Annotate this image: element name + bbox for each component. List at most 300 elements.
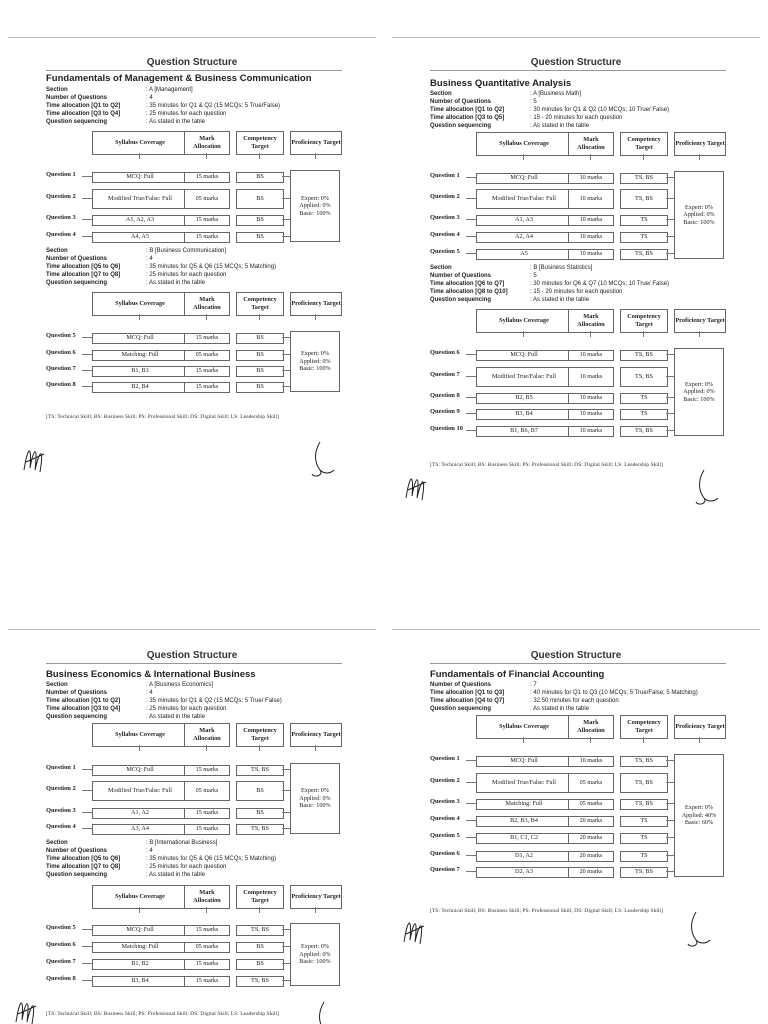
header-syllabus: Syllabus Coverage [92,131,188,155]
meta-value: : 25 minutes for each question [146,272,227,279]
question-label: Question 5 [430,248,460,255]
connector [666,219,674,220]
connector [282,980,290,981]
meta-row [46,863,276,871]
connector [259,907,260,913]
meta-row [46,110,280,118]
meta-value: : As stated in the table [530,123,590,130]
meta-row [430,705,698,713]
header-proficiency: Proficiency Target [290,131,342,155]
header-mark: Mark Allocation [568,132,614,156]
meta-row [430,288,669,296]
meta-row [46,681,282,689]
competency-cell: TS, BS [620,367,668,387]
mark-cell: 15 marks [184,959,230,970]
proficiency-cell: Expert: 0% Applied: 0% Basic: 100% [674,348,724,436]
question-label: Question 4 [46,823,76,830]
header-proficiency: Proficiency Target [674,715,726,739]
syllabus-cell: A3, A4 [92,824,188,835]
signature-mark [402,912,430,952]
competency-cell: BS [236,189,284,209]
header-proficiency: Proficiency Target [290,292,342,316]
proficiency-cell: Expert: 0% Applied: 40% Basic: 60% [674,754,724,877]
meta-row [430,689,698,697]
connector [466,820,476,821]
competency-cell: BS [236,959,284,970]
connector [82,929,92,930]
meta-row [46,713,282,721]
connector [282,236,290,237]
question-label: Question 2 [430,777,460,784]
meta-label: Number of Questions [430,273,492,280]
connector [82,828,92,829]
question-label: Question 9 [430,408,460,415]
page-title: Question Structure [530,650,622,661]
proficiency-cell: Expert: 0% Applied: 0% Basic: 100% [290,763,340,834]
mark-cell: 20 marks [568,816,614,827]
question-label: Question 3 [46,807,76,814]
mark-cell: 10 marks [568,215,614,226]
signature-mark [314,1000,342,1024]
connector [282,337,290,338]
meta-value: : As stated in the table [146,119,206,126]
mark-cell: 05 marks [568,773,614,793]
mark-cell: 20 marks [568,851,614,862]
competency-cell: TS, BS [620,426,668,437]
meta-value: : A [Business Math] [530,91,582,97]
section-meta [430,90,669,130]
question-label: Question 4 [430,231,460,238]
meta-value: : 4 [146,690,153,697]
header-mark: Mark Allocation [184,292,230,316]
syllabus-cell: A4, A5 [92,232,188,243]
legend-note: [TS: Technical Skill; BS: Business Skill; PS: Professional Skill; DS: Digital Skill; LS: Leadership Skill] [46,1011,279,1017]
meta-value: : As stated in the table [146,872,206,879]
question-label: Question 10 [430,425,464,432]
section-meta [46,681,282,721]
meta-label: Number of Questions [46,256,108,263]
connector [82,198,92,199]
meta-row [430,681,698,689]
connector [315,314,316,320]
meta-label: Number of Questions [46,690,108,697]
mark-cell: 05 marks [184,350,230,361]
meta-label: Section [430,91,452,97]
header-proficiency: Proficiency Target [674,309,726,333]
competency-cell: TS, BS [620,756,668,767]
syllabus-cell: B3, B4 [476,409,572,420]
connector [282,386,290,387]
meta-value: : As stated in the table [146,280,206,287]
top-rule [8,629,376,630]
meta-row [46,855,276,863]
connector [315,153,316,159]
competency-cell: BS [236,781,284,801]
connector [666,820,674,821]
syllabus-cell: B1, B3 [92,366,188,377]
meta-row [430,98,669,106]
connector [82,370,92,371]
meta-value: : 4 [146,848,153,855]
syllabus-cell: MCQ: Full [92,925,188,936]
meta-label: Question sequencing [46,714,108,721]
meta-row [46,86,280,94]
syllabus-cell: MCQ: Full [476,350,572,361]
competency-cell: TS, BS [620,773,668,793]
competency-cell: TS, BS [620,173,668,184]
question-label: Question 8 [46,975,76,982]
page-3 [0,512,384,1024]
meta-value: : B [Business Statistics] [530,265,593,271]
meta-value: : 35 minutes for Q5 & Q6 (15 MCQs; 5 Matching) [146,264,277,271]
section-meta [46,247,276,287]
page-4 [384,512,768,1024]
proficiency-cell: Expert: 0% Applied: 0% Basic: 100% [674,171,724,259]
connector [315,745,316,751]
connector [206,907,207,913]
meta-value: : 30 minutes for Q1 & Q2 (10 MCQs; 10 True/ False) [530,107,670,114]
connector [666,837,674,838]
meta-row [46,271,276,279]
question-label: Question 7 [46,365,76,372]
competency-cell: TS, BS [236,925,284,936]
competency-cell: TS, BS [236,976,284,987]
connector [666,397,674,398]
mark-cell: 10 marks [568,393,614,404]
connector [466,760,476,761]
title-rule [46,70,342,71]
competency-cell: BS [236,215,284,226]
header-competency: Competency Target [236,131,284,155]
connector [259,153,260,159]
connector [82,219,92,220]
competency-cell: TS [620,215,668,226]
meta-label: Time allocation [Q7 to Q8] [46,272,121,279]
meta-label: Time allocation [Q1 to Q2] [46,698,121,705]
meta-label: Time allocation [Q3 to Q5] [430,115,505,122]
page-2 [384,0,768,512]
meta-value: : 5 [530,273,537,280]
meta-value: : As stated in the table [530,706,590,713]
competency-cell: TS [620,833,668,844]
top-rule [392,37,760,38]
proficiency-cell: Expert: 0% Applied: 0% Basic: 100% [290,331,340,392]
connector [466,253,476,254]
connector [466,855,476,856]
header-syllabus: Syllabus Coverage [476,715,572,739]
connector [666,236,674,237]
meta-value: : 35 minutes for Q1 & Q2 (15 MCQs; 5 True/ False) [146,698,282,705]
mark-cell: 15 marks [184,215,230,226]
meta-value: : As stated in the table [530,297,590,304]
meta-row [430,697,698,705]
mark-cell: 10 marks [568,367,614,387]
question-label: Question 8 [46,381,76,388]
connector [82,946,92,947]
connector [666,413,674,414]
header-mark: Mark Allocation [184,885,230,909]
connector [82,790,92,791]
connector [82,236,92,237]
mark-cell: 15 marks [184,172,230,183]
connector [466,219,476,220]
meta-label: Time allocation [Q8 to Q10] [430,289,508,296]
meta-label: Time allocation [Q1 to Q2] [430,107,505,114]
mark-cell: 10 marks [568,232,614,243]
meta-row [46,689,282,697]
question-label: Question 1 [46,171,76,178]
connector [466,803,476,804]
competency-cell: TS [620,393,668,404]
syllabus-cell: MCQ: Full [92,333,188,344]
question-label: Question 3 [430,214,460,221]
connector [259,745,260,751]
meta-label: Section [46,87,68,93]
meta-label: Time allocation [Q5 to Q6] [46,264,121,271]
title-rule [46,663,342,664]
connector [699,154,700,160]
signature-mark [310,440,338,480]
meta-label: Question sequencing [46,280,108,287]
syllabus-cell: Matching: Full [476,799,572,810]
meta-value: : As stated in the table [146,714,206,721]
meta-label: Time allocation [Q6 to Q7] [430,281,505,288]
header-syllabus: Syllabus Coverage [92,885,188,909]
meta-label: Section [46,840,68,846]
competency-cell: BS [236,366,284,377]
connector [282,828,290,829]
syllabus-cell: Matching: Full [92,350,188,361]
connector [139,745,140,751]
legend-note: [TS: Technical Skill; BS: Business Skill; PS: Professional Skill; DS: Digital Skill; LS: Leadership Skill] [430,462,663,468]
course-title: Fundamentals of Financial Accounting [430,669,605,680]
header-syllabus: Syllabus Coverage [476,132,572,156]
top-rule [8,37,376,38]
connector [82,337,92,338]
connector [282,946,290,947]
question-label: Question 2 [46,193,76,200]
connector [282,769,290,770]
signature-mark [404,468,432,508]
connector [666,376,674,377]
meta-value: : A [Business Economics] [146,682,214,688]
meta-label: Question sequencing [430,706,492,713]
question-label: Question 3 [430,798,460,805]
meta-label: Question sequencing [46,119,108,126]
header-proficiency: Proficiency Target [674,132,726,156]
proficiency-cell: Expert: 0% Applied: 0% Basic: 100% [290,170,340,242]
mark-cell: 10 marks [568,173,614,184]
meta-row [430,90,669,98]
page-title: Question Structure [530,57,622,68]
page-title: Question Structure [146,650,238,661]
question-label: Question 1 [430,172,460,179]
header-competency: Competency Target [236,885,284,909]
connector [666,760,674,761]
header-proficiency: Proficiency Target [290,723,342,747]
syllabus-cell: A1, A3 [476,215,572,226]
mark-cell: 15 marks [184,808,230,819]
meta-value: : A [Management] [146,87,193,93]
connector [643,737,644,743]
connector [666,782,674,783]
connector [466,782,476,783]
question-label: Question 2 [430,193,460,200]
connector [666,430,674,431]
connector [666,177,674,178]
meta-value: : 32.50 minutes for each question [530,698,619,705]
syllabus-cell: Modified True/False: Full [476,773,572,793]
connector [82,812,92,813]
question-label: Question 8 [430,392,460,399]
connector [282,929,290,930]
syllabus-cell: B1, B6, B7 [476,426,572,437]
section-meta [430,681,698,713]
competency-cell: TS, BS [620,189,668,209]
competency-cell: BS [236,350,284,361]
meta-value: : 4 [146,95,153,102]
header-competency: Competency Target [236,292,284,316]
meta-row [46,871,276,879]
question-label: Question 5 [46,332,76,339]
mark-cell: 20 marks [568,833,614,844]
syllabus-cell: B1, C1, C2 [476,833,572,844]
connector [466,236,476,237]
question-label: Question 3 [46,214,76,221]
mark-cell: 05 marks [184,189,230,209]
syllabus-cell: B2, B5 [476,393,572,404]
connector [666,803,674,804]
connector [82,354,92,355]
course-title: Business Quantitative Analysis [430,78,572,89]
connector [139,153,140,159]
connector [466,430,476,431]
connector [315,907,316,913]
connector [643,154,644,160]
connector [82,176,92,177]
header-competency: Competency Target [620,309,668,333]
title-rule [430,663,726,664]
mark-cell: 15 marks [184,925,230,936]
connector [259,314,260,320]
question-label: Question 6 [430,349,460,356]
connector [699,331,700,337]
syllabus-cell: Modified True/False: Full [476,367,572,387]
connector [466,871,476,872]
meta-row [430,280,669,288]
connector [590,154,591,160]
course-title: Fundamentals of Management & Business Communication [46,73,312,84]
meta-value: : B [Business Communication] [146,248,227,254]
connector [282,812,290,813]
header-proficiency: Proficiency Target [290,885,342,909]
section-meta [46,839,276,879]
connector [666,871,674,872]
meta-value: : 15 - 20 minutes for each question [530,115,623,122]
signature-mark [694,468,722,508]
page-1 [0,0,384,512]
section-meta [430,264,669,304]
connector [282,790,290,791]
connector [666,253,674,254]
connector [282,963,290,964]
competency-cell: BS [236,382,284,393]
header-competency: Competency Target [620,132,668,156]
competency-cell: BS [236,172,284,183]
connector [139,907,140,913]
mark-cell: 20 marks [568,867,614,878]
meta-value: : 5 [530,99,537,106]
connector [82,980,92,981]
connector [466,376,476,377]
syllabus-cell: D2, A3 [476,867,572,878]
meta-row [46,839,276,847]
connector [282,176,290,177]
meta-label: Time allocation [Q3 to Q4] [46,111,121,118]
question-label: Question 1 [430,755,460,762]
syllabus-cell: B2, B4 [92,382,188,393]
meta-value: : B [International Business] [146,840,218,846]
mark-cell: 10 marks [568,756,614,767]
meta-row [430,272,669,280]
syllabus-cell: MCQ: Full [476,173,572,184]
meta-row [46,118,280,126]
question-label: Question 1 [46,764,76,771]
meta-row [46,705,282,713]
meta-value: : 4 [146,256,153,263]
header-mark: Mark Allocation [184,723,230,747]
proficiency-cell: Expert: 0% Applied: 0% Basic: 100% [290,923,340,986]
meta-value: : 35 minutes for Q5 & Q6 (15 MCQs; 5 Matching) [146,856,277,863]
connector [590,331,591,337]
meta-label: Question sequencing [430,297,492,304]
competency-cell: BS [236,808,284,819]
meta-row [430,296,669,304]
connector [590,737,591,743]
connector [82,769,92,770]
connector [282,219,290,220]
legend-note: [TS: Technical Skill; BS: Business Skill; PS: Professional Skill; DS: Digital Skill; LS: Leadership Skill] [46,414,279,420]
meta-row [430,264,669,272]
meta-value: : 40 minutes for Q1 to Q3 (10 MCQs; 5 True/False; 5 Matching) [530,690,698,697]
syllabus-cell: A2, A4 [476,232,572,243]
connector [699,737,700,743]
connector [523,737,524,743]
meta-label: Number of Questions [46,95,108,102]
meta-value: : 30 minutes for Q6 & Q7 (10 MCQs; 10 True/ False) [530,281,670,288]
syllabus-cell: MCQ: Full [476,756,572,767]
meta-row [46,847,276,855]
connector [82,963,92,964]
connector [466,397,476,398]
title-rule [430,70,726,71]
competency-cell: TS, BS [620,867,668,878]
meta-label: Question sequencing [430,123,492,130]
mark-cell: 10 marks [568,249,614,260]
connector [282,370,290,371]
connector [666,354,674,355]
meta-value: : 25 minutes for each question [146,864,227,871]
connector [466,413,476,414]
mark-cell: 15 marks [184,382,230,393]
mark-cell: 05 marks [184,942,230,953]
connector [206,314,207,320]
question-label: Question 4 [46,231,76,238]
connector [523,331,524,337]
connector [466,198,476,199]
meta-label: Time allocation [Q4 to Q7] [430,698,505,705]
connector [666,855,674,856]
